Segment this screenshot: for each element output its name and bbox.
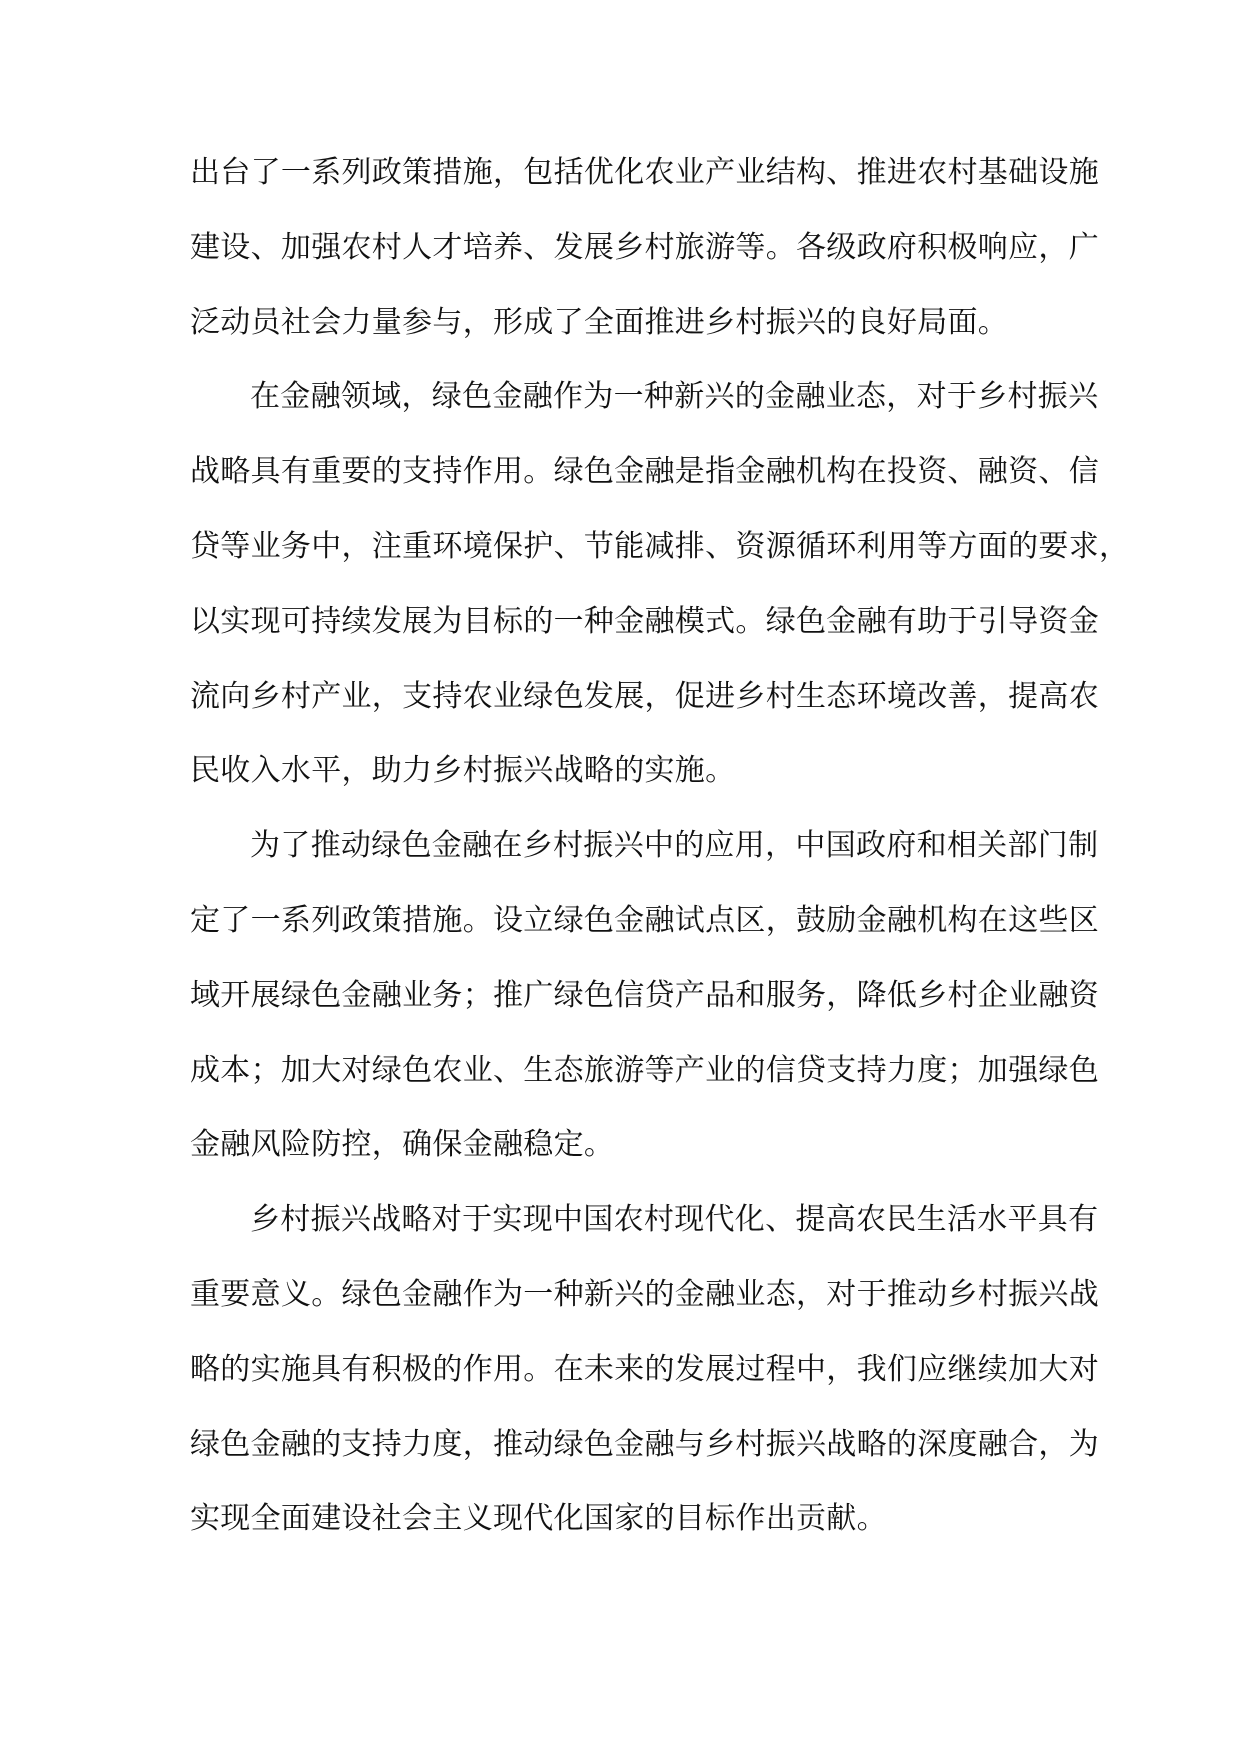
paragraph-line: 在金融领域，绿色金融作为一种新兴的金融业态，对于乡村振兴: [250, 379, 1099, 415]
paragraph-line: 定了一系列政策措施。设立绿色金融试点区，鼓励金融机构在这些区: [190, 902, 1099, 938]
paragraph-line: 绿色金融的支持力度，推动绿色金融与乡村振兴战略的深度融合，为: [190, 1426, 1099, 1462]
paragraph-line: 略的实施具有积极的作用。在未来的发展过程中，我们应继续加大对: [190, 1351, 1099, 1387]
paragraph-line: 建设、加强农村人才培养、发展乡村旅游等。各级政府积极响应，广: [190, 229, 1099, 265]
paragraph-2: [190, 360, 1130, 809]
paragraph-line: 乡村振兴战略对于实现中国农村现代化、提高农民生活水平具有: [250, 1202, 1099, 1238]
paragraph-line: 民收入水平，助力乡村振兴战略的实施。: [190, 753, 736, 789]
paragraph-line: 实现全面建设社会主义现代化国家的目标作出贡献。: [190, 1501, 887, 1537]
paragraph-line: 为了推动绿色金融在乡村振兴中的应用，中国政府和相关部门制: [250, 828, 1099, 864]
paragraph-line: 出台了一系列政策措施，包括优化农业产业结构、推进农村基础设施: [190, 155, 1099, 190]
paragraph-line: 金融风险防控，确保金融稳定。: [190, 1127, 615, 1163]
paragraph-line: 成本；加大对绿色农业、生态旅游等产业的信贷支持力度；加强绿色: [190, 1052, 1099, 1088]
paragraph-line: 贷等业务中，注重环境保护、节能减排、资源循环利用等方面的要求，: [190, 528, 1130, 564]
paragraph-line: 战略具有重要的支持作用。绿色金融是指金融机构在投资、融资、信: [190, 454, 1099, 490]
paragraph-line: 重要意义。绿色金融作为一种新兴的金融业态，对于推动乡村振兴战: [190, 1276, 1099, 1312]
paragraph-4: [190, 1183, 1099, 1557]
document-body: [190, 136, 1130, 1557]
paragraph-line: 域开展绿色金融业务；推广绿色信贷产品和服务，降低乡村企业融资: [190, 977, 1099, 1013]
paragraph-line: 以实现可持续发展为目标的一种金融模式。绿色金融有助于引导资金: [190, 603, 1099, 639]
paragraph-line: 泛动员社会力量参与，形成了全面推进乡村振兴的良好局面。: [190, 304, 1009, 340]
paragraph-line: 流向乡村产业，支持农业绿色发展，促进乡村生态环境改善，提高农: [190, 678, 1099, 714]
paragraph-1: [190, 136, 1099, 360]
paragraph-3: [190, 809, 1099, 1183]
